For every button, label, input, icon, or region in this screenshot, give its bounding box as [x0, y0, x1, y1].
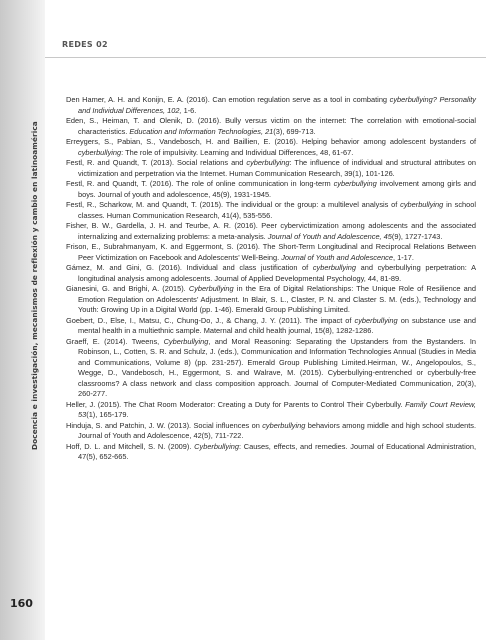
reference-item	[66, 284, 476, 316]
reference-text: : The role of impulsivity. Learning and Individual Differences, 48, 61-67.	[121, 147, 354, 157]
reference-emphasis: cyberbullying	[78, 147, 122, 157]
reference-item	[66, 337, 476, 400]
reference-text: Hinduja, S. and Patchin, J. W. (2013). Social influences on	[66, 420, 263, 430]
reference-emphasis: Cyberbullying	[163, 336, 209, 346]
reference-text: Heller, J. (2015). The Chat Room Moderator: Creating a Duty for Parents to Control Their Cyberbully.	[66, 399, 406, 409]
reference-item	[66, 200, 476, 221]
reference-text: Frison, E., Subrahmanyam, K. and Eggermont, S. (2016). The Short-Term Longitudinal and Reciprocal Relations Between Peer Victimization on Facebook and Adolescents’ Well-Being.	[66, 242, 476, 262]
reference-text: (3), 699-713.	[273, 126, 316, 136]
reference-text: Gianesini, G. and Brighi, A. (2015).	[66, 284, 189, 293]
reference-text: behaviors among middle and high school students. Journal of Youth and Adolescence, 42(5), 711-722.	[78, 420, 476, 440]
reference-text: , 1-17.	[392, 252, 414, 262]
reference-item	[66, 221, 476, 242]
reference-emphasis: cyberbullying	[354, 315, 398, 325]
reference-item	[66, 137, 476, 158]
reference-emphasis: cyberbullying	[312, 263, 356, 272]
reference-item	[66, 158, 476, 179]
page-number: 160	[10, 597, 33, 610]
reference-emphasis: cyberbullying? Personality and Individual Differences, 102,	[78, 95, 477, 115]
reference-emphasis: Education and Information Technologies, 21	[129, 126, 274, 136]
reference-text: Festl, R. and Quandt, T. (2016). The role of online communication in long-term	[66, 179, 334, 188]
reference-text: Den Hamer, A. H. and Konijn, E. A. (2016). Can emotion regulation serve as a tool in combating	[66, 95, 390, 104]
reference-text: Gámez, M. and Gini, G. (2016). Individual and class justification of	[66, 263, 313, 272]
reference-item	[66, 95, 476, 116]
reference-text: and cyberbullying perpetration: A longitudinal analysis among adolescents. Journal of Applied Developmental Psychology, 44, 81-89.	[78, 263, 476, 283]
reference-text: Erreygers, S., Pabian, S., Vandebosch, H. and Baillien, E. (2016). Helping behavior among adolescent bystanders of	[66, 137, 476, 146]
reference-item	[66, 421, 476, 442]
reference-text: involvement among girls and boys. Journal of youth and adolescence, 45(9), 1931-1945.	[78, 179, 476, 199]
reference-item	[66, 116, 476, 137]
reference-text: Graeff, E. (2014). Tweens,	[66, 336, 164, 346]
reference-emphasis: Cyberbullying	[194, 441, 239, 451]
reference-text: , and Moral Reasoning: Separating the Upstanders from the Bystanders. In Robinson, L., Cotten, S. R. and Schulz, J. (eds.), Communication and Information Technologies Annual (Studies in Media and Communications, Volume 8) (pp. 231-257). Emerald Group Publishing Limited.Heirman, W., Angelopoulos, S., Wegge, D., Vandebosch, H., Eggermont, S. and Walrave, M. (2015). Cyberbullying-entrenched or cyberbully-free classrooms? A class network and class composition approach. Journal of Computer-Mediated Communication, 20(3), 260-277.	[78, 336, 476, 398]
reference-emphasis: cyberbullying	[262, 420, 306, 430]
reference-text: Fisher, B. W., Gardella, J. H. and Teurbe, A. R. (2016). Peer cybervictimization among adolescents and the associated internalizing and externalizing problems: a meta-analysis.	[66, 221, 476, 241]
reference-text: Hoff, D. L. and Mitchell, S. N. (2009).	[66, 441, 195, 451]
reference-emphasis: Journal of Youth and Adolescence	[281, 252, 393, 262]
reference-text: in school classes. Human Communication Research, 41(4), 535-556.	[78, 200, 476, 220]
reference-text: in the Era of Digital Relationships: The Unique Role of Resilience and Emotion Regulation on Adolescents’ Adjustment. In Blair, S. L., Claster, P. N. and Claster S. M. (eds.), Technology and Youth: Growing Up in a Digital World (pp. 1-46). Emerald Group Publishing Limited.	[78, 284, 476, 314]
reference-emphasis: Family Court Review, 53	[78, 399, 476, 419]
reference-item	[66, 400, 476, 421]
reference-emphasis: Journal of Youth and Adolescence, 45	[267, 231, 392, 241]
reference-item	[66, 242, 476, 263]
reference-emphasis: cyberbullying	[246, 158, 290, 167]
reference-text: (1), 165-179.	[86, 410, 129, 419]
reference-text: (9), 1727-1743.	[391, 231, 443, 241]
running-head: REDES 02	[62, 40, 108, 49]
reference-text: Festl, R. and Quandt, T. (2013). Social relations and	[66, 158, 247, 167]
vertical-section-title: Docencia e investigación, mecanismos de reflexión y cambio en latinoamérica	[30, 121, 39, 450]
reference-list	[66, 95, 476, 463]
reference-text: : Causes, effects, and remedies. Journal of Educational Administration, 47(5), 652-665.	[78, 441, 476, 461]
reference-item	[66, 442, 476, 463]
reference-text: : The influence of individual and structural attributes on victimization and perpetration via the Internet. Human Communication Research, 39(1), 101-126.	[78, 158, 476, 178]
reference-item	[66, 316, 476, 337]
reference-emphasis: Cyberbullying	[188, 284, 234, 293]
reference-item	[66, 263, 476, 284]
reference-text: 1-6.	[181, 105, 197, 115]
reference-text: Eden, S., Heiman, T. and Olenik, D. (2016). Bully versus victim on the internet: The correlation with emotional-social characteristics.	[66, 116, 476, 136]
reference-text: Festl, R., Scharkow, M. and Quandt, T. (2015). The individual or the group: a multilevel analysis of	[66, 200, 401, 209]
reference-emphasis: cyberbullying	[333, 179, 377, 188]
reference-emphasis: cyberbullying	[400, 200, 444, 209]
reference-item	[66, 179, 476, 200]
header-rule	[45, 57, 486, 58]
reference-text: Goebert, D., Else, I., Matsu, C., Chung-Do, J., & Chang, J. Y. (2011). The impact of	[66, 315, 355, 325]
reference-text: on substance use and mental health in a multiethnic sample. Maternal and child health journal, 15(8), 1282-1286.	[78, 315, 477, 335]
